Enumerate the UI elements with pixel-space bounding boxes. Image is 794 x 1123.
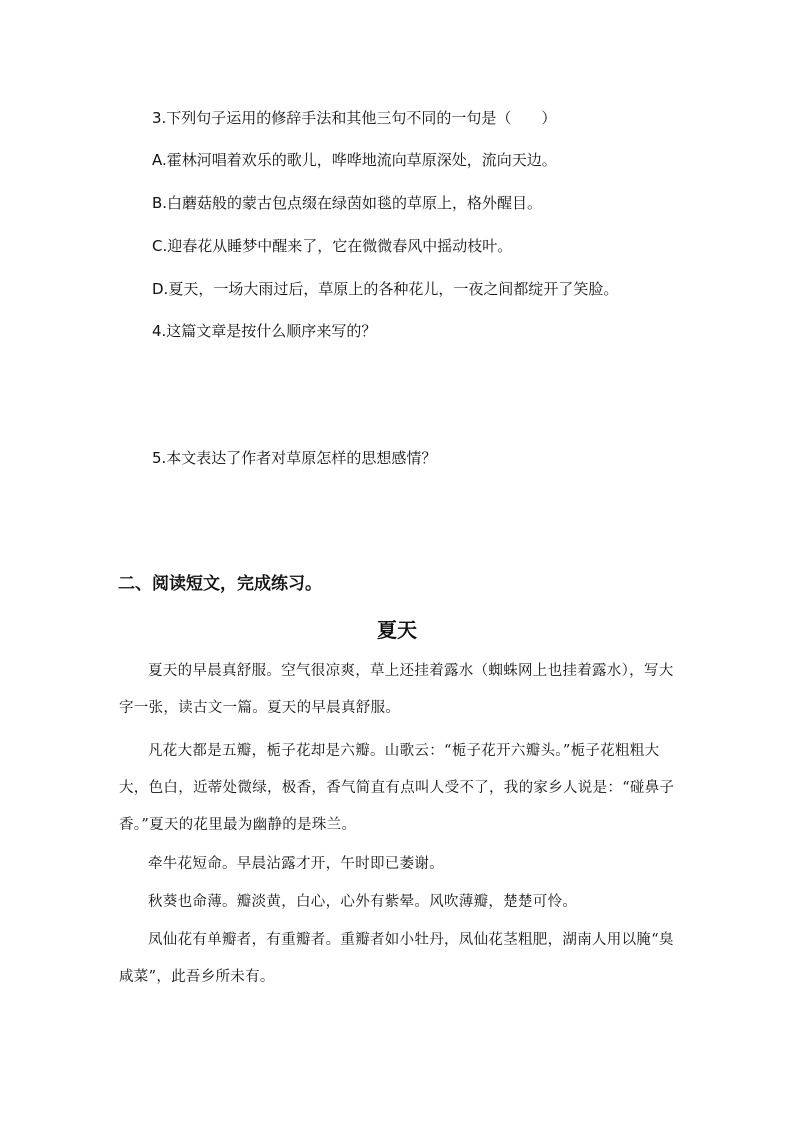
section-heading: 二、阅读短文，完成练习。 xyxy=(118,574,322,594)
question-3: 3.下列句子运用的修辞手法和其他三句不同的一句是（ ） xyxy=(152,109,557,127)
passage-title: 夏天 xyxy=(377,618,417,642)
passage-paragraph-1: 夏天的早晨真舒服。空气很凉爽，草上还挂着露水（蜘蛛网上也挂着露水），写大字一张，读古文一篇。夏天的早晨真舒服。 xyxy=(119,663,674,716)
option-c: C.迎春花从睡梦中醒来了，它在微微春风中摇动枝叶。 xyxy=(152,237,513,255)
option-a: A.霍林河唱着欢乐的歌儿，哗哗地流向草原深处，流向天边。 xyxy=(152,151,557,169)
option-d: D.夏天，一场大雨过后，草原上的各种花儿，一夜之间都绽开了笑脸。 xyxy=(152,280,619,298)
question-5: 5.本文表达了作者对草原怎样的思想感情？ xyxy=(152,449,437,467)
passage-paragraph-5: 凤仙花有单瓣者，有重瓣者。重瓣者如小牡丹，凤仙花茎粗肥，湖南人用以腌“臭咸菜”，此吾乡所未有。 xyxy=(119,932,674,985)
question-4: 4.这篇文章是按什么顺序来写的？ xyxy=(152,322,377,340)
passage-paragraph-3: 牵牛花短命。早晨沾露才开，午时即已萎谢。 xyxy=(148,856,444,872)
passage-paragraph-4: 秋葵也命薄。瓣淡黄，白心，心外有紫晕。风吹薄瓣，楚楚可怜。 xyxy=(148,894,578,910)
option-b: B.白蘑菇般的蒙古包点缀在绿茵如毯的草原上，格外醒目。 xyxy=(152,194,543,212)
passage-paragraph-2: 凡花大都是五瓣，栀子花却是六瓣。山歌云：“栀子花开六瓣头。”栀子花粗粗大大，色白，近蒂处微绿，极香，香气简直有点叫人受不了，我的家乡人说是：“碰鼻子香。”夏天的花里最为幽静的是珠兰。 xyxy=(119,743,675,833)
